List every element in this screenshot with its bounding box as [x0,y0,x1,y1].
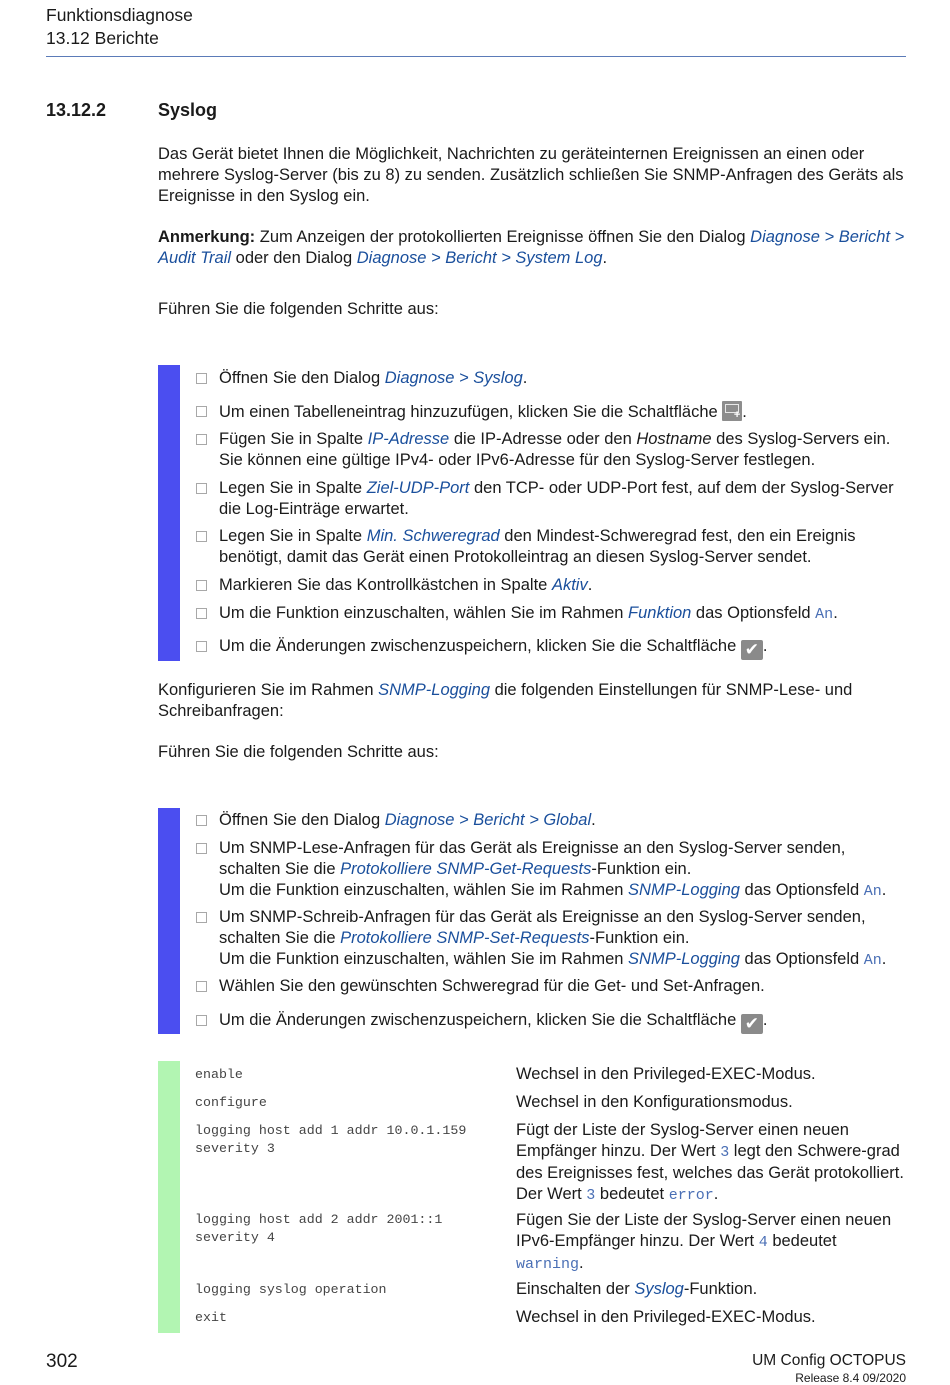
frame-link-snmp-logging[interactable]: SNMP-Logging [628,950,740,968]
cli-command: logging host add 1 addr 10.0.1.159 severity 3 [195,1123,467,1156]
cli-description [516,1210,906,1275]
desc-text: Fügt der Liste der Syslog-Server einen neuen Empfänger hinzu. Der Wert [516,1121,849,1160]
release-info: Release 8.4 09/2020 [795,1371,906,1385]
step-text: Wählen Sie den gewünschten Schweregrad für die Get- und Set-Anfragen. [219,977,765,995]
step-text: Um SNMP-Lese-Anfragen für das Gerät als Ereignisse an den Syslog-Server senden, schalten Sie die [219,839,846,878]
step-item [196,636,910,660]
step-checkbox[interactable] [196,843,207,854]
step-text: den Mindest-Schweregrad fest, den ein Ereignis benötigt, damit das Gerät einen Protokolleintrag an diesen Syslog-Server sendet. [219,527,856,566]
option-on-value: An [863,883,882,900]
step-text: -Funktion ein. [591,860,692,878]
cli-command: logging syslog operation [195,1282,387,1297]
step-checkbox[interactable] [196,641,207,652]
step-text: Um einen Tabelleneintrag hinzuzufügen, klicken Sie die Schaltfläche [219,403,723,421]
cli-command: enable [195,1067,243,1082]
running-header [46,4,193,50]
checkmark-save-icon[interactable]: ✔ [741,640,763,660]
desc-text: Einschalten der [516,1280,635,1298]
cli-bar [158,1061,180,1333]
cli-command: logging host add 2 addr 2001::1 severity 4 [195,1212,443,1245]
cli-description: Wechsel in den Konfigurationsmodus. [516,1093,793,1111]
step-text: das Optionsfeld [691,604,816,622]
severity-value: 3 [586,1187,596,1204]
step-text: . [881,881,887,899]
dialog-link-global[interactable]: Diagnose > Bericht > Global [384,811,592,829]
step-text: Um die Funktion einzuschalten, wählen Sie im Rahmen [219,881,629,899]
step-checkbox[interactable] [196,531,207,542]
section-title: Syslog [158,100,218,120]
step-checkbox[interactable] [196,373,207,384]
option-on-value: An [815,606,834,623]
step-item [196,838,910,902]
steps-intro: Führen Sie die folgenden Schritte aus: [158,300,439,318]
step-text: . [587,576,593,594]
step-text: . [762,1011,768,1029]
cli-description [516,1279,906,1300]
checkmark-save-icon[interactable]: ✔ [741,1014,763,1034]
severity-name: warning [516,1256,580,1273]
note-text: Zum Anzeigen der protokollierten Ereignisse öffnen Sie den Dialog [255,228,751,246]
step-text: . [591,811,596,829]
desc-text: legt den Schwere-grad des Ereignisses fest, welches das Gerät protokolliert. Der Wert [516,1142,904,1203]
header-rule [46,56,906,57]
step-item [196,603,910,625]
step-checkbox[interactable] [196,434,207,445]
note-text: . [602,249,608,267]
para-text: Konfigurieren Sie im Rahmen [158,681,379,699]
function-link-get-requests[interactable]: Protokolliere SNMP-Get-Requests [340,860,592,878]
step-checkbox[interactable] [196,981,207,992]
frame-link-snmp-logging[interactable]: SNMP-Logging [378,681,490,699]
dialog-link-system-log[interactable]: Diagnose > Bericht > System Log [356,249,603,267]
dialog-link-syslog[interactable]: Diagnose > Syslog [384,369,523,387]
step-text: Um die Funktion einzuschalten, wählen Sie im Rahmen [219,950,629,968]
column-link-active[interactable]: Aktiv [551,576,588,594]
cli-command: exit [195,1310,227,1325]
step-item [196,526,910,568]
step-item [196,810,910,831]
page-number: 302 [46,1351,78,1372]
step-checkbox[interactable] [196,912,207,923]
step-text: -Funktion ein. [589,929,690,947]
step-text: Legen Sie in Spalte [219,527,367,545]
step-checkbox[interactable] [196,815,207,826]
step-text: die IP-Adresse oder den [449,430,637,448]
desc-text: bedeutet [767,1232,837,1250]
severity-name: error [668,1187,714,1204]
cli-description [516,1120,906,1206]
cli-description: Wechsel in den Privileged-EXEC-Modus. [516,1065,816,1083]
header-section: 13.12 Berichte [46,28,159,48]
step-text: Um SNMP-Schreib-Anfragen für das Gerät als Ereignisse an den Syslog-Server senden, schalten Sie die [219,908,866,947]
frame-link-function[interactable]: Funktion [628,604,692,622]
step-checkbox[interactable] [196,483,207,494]
cli-description: Wechsel in den Privileged-EXEC-Modus. [516,1308,816,1326]
note-paragraph [158,227,908,269]
severity-value: 3 [720,1144,730,1161]
step-item [196,1010,910,1034]
function-link-set-requests[interactable]: Protokolliere SNMP-Set-Requests [340,929,590,947]
step-text: den TCP- oder UDP-Port fest, auf dem der Syslog-Server die Log-Einträge erwartet. [219,479,894,518]
steps-bar [158,808,180,1034]
document-title: UM Config OCTOPUS [752,1352,906,1369]
step-checkbox[interactable] [196,608,207,619]
para-text: die folgenden Einstellungen für SNMP-Lese- und Schreibanfragen: [158,681,853,720]
desc-text: Fügen Sie der Liste der Syslog-Server einen neuen IPv6-Empfänger hinzu. Der Wert [516,1211,892,1250]
step-item [196,478,910,520]
step-text: . [833,604,838,622]
note-label: Anmerkung: [158,228,256,246]
step-item [196,368,910,389]
step-item [196,575,910,596]
step-text: das Optionsfeld [739,950,864,968]
step-item [196,401,910,423]
dialog-link-audit-trail[interactable]: Diagnose > Bericht > Audit Trail [158,228,905,267]
desc-text: -Funktion. [683,1280,758,1298]
step-item [196,976,910,997]
section-number: 13.12.2 [46,100,107,120]
cli-command: configure [195,1095,267,1110]
step-text: Markieren Sie das Kontrollkästchen in Spalte [219,576,552,594]
option-on-value: An [863,952,882,969]
column-link-min-severity[interactable]: Min. Schweregrad [366,527,500,545]
header-chapter: Funktionsdiagnose [46,5,193,25]
steps-intro: Führen Sie die folgenden Schritte aus: [158,743,439,761]
step-checkbox[interactable] [196,1015,207,1026]
step-text: Um die Funktion einzuschalten, wählen Sie im Rahmen [219,604,629,622]
step-text: das Optionsfeld [739,881,864,899]
snmp-intro-paragraph [158,680,908,722]
desc-text: bedeutet [595,1185,669,1203]
steps-bar [158,365,180,661]
step-text: . [762,637,768,655]
step-checkbox[interactable] [196,580,207,591]
note-text: oder den Dialog [231,249,357,267]
step-text: Um die Änderungen zwischenzuspeichern, klicken Sie die Schaltfläche [219,637,741,655]
step-text: . [742,403,747,421]
desc-text: . [579,1254,584,1272]
severity-value: 4 [758,1234,768,1251]
step-item [196,429,910,471]
intro-paragraph: Das Gerät bietet Ihnen die Möglichkeit, Nachrichten zu geräteinternen Ereignissen an einen oder mehrere Syslog-Server (bis zu 8) zu senden. Zusätzlich schließen Sie SNMP-Anfragen des Geräts als Ereignisse in den Syslog ein. [158,145,904,205]
step-item [196,907,910,971]
step-text: Fügen Sie in Spalte [219,430,368,448]
frame-link-snmp-logging[interactable]: SNMP-Logging [628,881,740,899]
hostname-term: Hostname [636,430,712,448]
step-text: Öffnen Sie den Dialog [219,811,385,829]
step-text: . [881,950,887,968]
step-text: des Syslog-Servers ein. Sie können eine gültige IPv4- oder IPv6-Adresse für den Syslog-Server festlegen. [219,430,891,469]
desc-text: . [713,1185,719,1203]
step-checkbox[interactable] [196,406,207,417]
step-text: Öffnen Sie den Dialog [219,369,385,387]
step-text: . [522,369,528,387]
column-link-udp-port[interactable]: Ziel-UDP-Port [366,479,470,497]
step-text: Legen Sie in Spalte [219,479,367,497]
add-table-entry-icon[interactable]: + [722,401,742,421]
column-link-ip-address[interactable]: IP-Adresse [367,430,450,448]
function-link-syslog[interactable]: Syslog [634,1280,684,1298]
step-text: Um die Änderungen zwischenzuspeichern, klicken Sie die Schaltfläche [219,1011,741,1029]
